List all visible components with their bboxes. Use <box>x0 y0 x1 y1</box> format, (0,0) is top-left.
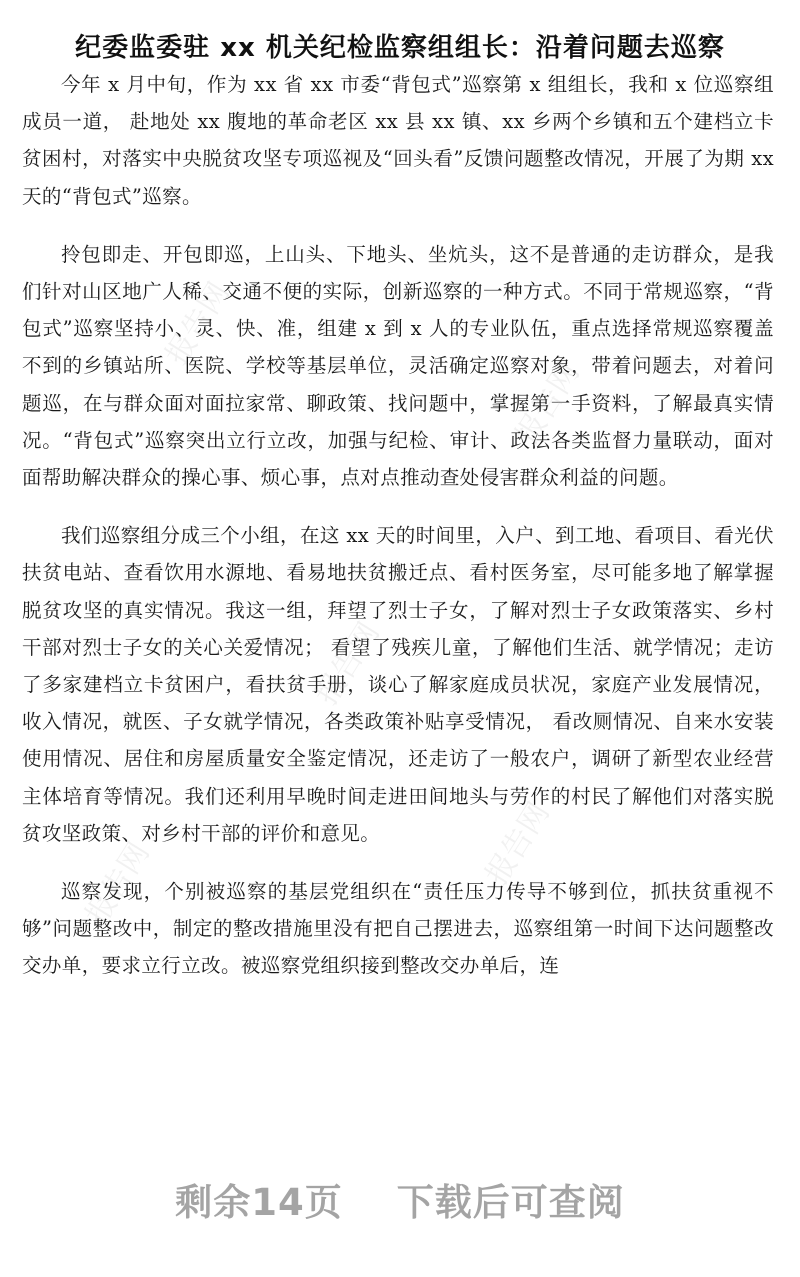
document-body <box>22 66 774 1006</box>
watermark: 报告网 <box>479 796 557 892</box>
watermark: 报告网 <box>509 356 587 452</box>
watermark: 报告网 <box>159 276 237 372</box>
watermark: 报告网 <box>309 616 387 712</box>
watermark: 报告网 <box>79 836 157 932</box>
paragraph-3: 我们巡察组分成三个小组，在这 xx 天的时间里，入户、到工地、看项目、看光伏扶贫电站、查看饮用水源地、看易地扶贫搬迁点、看村医务室，尽可能多地了解掌握脱贫攻坚的真实情况。我这一组，拜望了烈士子女，了解对烈士子女政策落实、乡村干部对烈士子女的关心关爱情况； 看望了残疾儿童，了解他们生活、就学情况；走访了多家建档立卡贫困户，看扶贫手册，谈心了解家庭成员状况，家庭产业发展情况，收入情况，就医、子女就学情况，各类政策补贴享受情况， 看改厕情况、自来水安装使用情况、居住和房屋质量安全鉴定情况，还走访了一般农户，调研了新型农业经营主体培育等情况。我们还利用早晚时间走进田间地头与劳作的村民了解他们对落实脱贫攻坚政策、对乡村干部的评价和意见。 <box>22 524 774 845</box>
paragraph-1: 今年 x 月中旬，作为 xx 省 xx 市委“背包式”巡察第 x 组组长，我和 x 位巡察组成员一道， 赴地处 xx 腹地的革命老区 xx 县 xx 镇、xx 乡两个乡镇和五个建档立卡贫困村，对落实中央脱贫攻坚专项巡视及“回头看”反馈问题整改情况，开展了为期 xx 天的“背包式”巡察。 <box>22 73 774 208</box>
paragraph-4: 巡察发现，个别被巡察的基层党组织在“责任压力传导不够到位，抓扶贫重视不够”问题整改中，制定的整改措施里没有把自己摆进去，巡察组第一时间下达问题整改交办单，要求立行立改。被巡察党组织接到整改交办单后，连 <box>22 880 774 978</box>
remaining-pages-label: 剩余14页 <box>175 1181 343 1224</box>
page-title: 纪委监委驻 xx 机关纪检监察组组长：沿着问题去巡察 <box>75 33 725 64</box>
download-banner[interactable] <box>0 1172 800 1226</box>
download-prompt-label[interactable]: 下载后可查阅 <box>396 1181 625 1224</box>
paragraph-2: 拎包即走、开包即巡，上山头、下地头、坐炕头，这不是普通的走访群众，是我们针对山区地广人稀、交通不便的实际，创新巡察的一种方式。不同于常规巡察，“背包式”巡察坚持小、灵、快、准，组建 x 到 x 人的专业队伍，重点选择常规巡察覆盖不到的乡镇站所、医院、学校等基层单位，灵活确定巡察对象，带着问题去，对着问题巡，在与群众面对面拉家常、聊政策、找问题中，掌握第一手资料，了解最真实情况。“背包式”巡察突出立行立改，加强与纪检、审计、政法各类监督力量联动，面对面帮助解决群众的操心事、烦心事，点对点推动查处侵害群众利益的问题。 <box>22 242 774 490</box>
